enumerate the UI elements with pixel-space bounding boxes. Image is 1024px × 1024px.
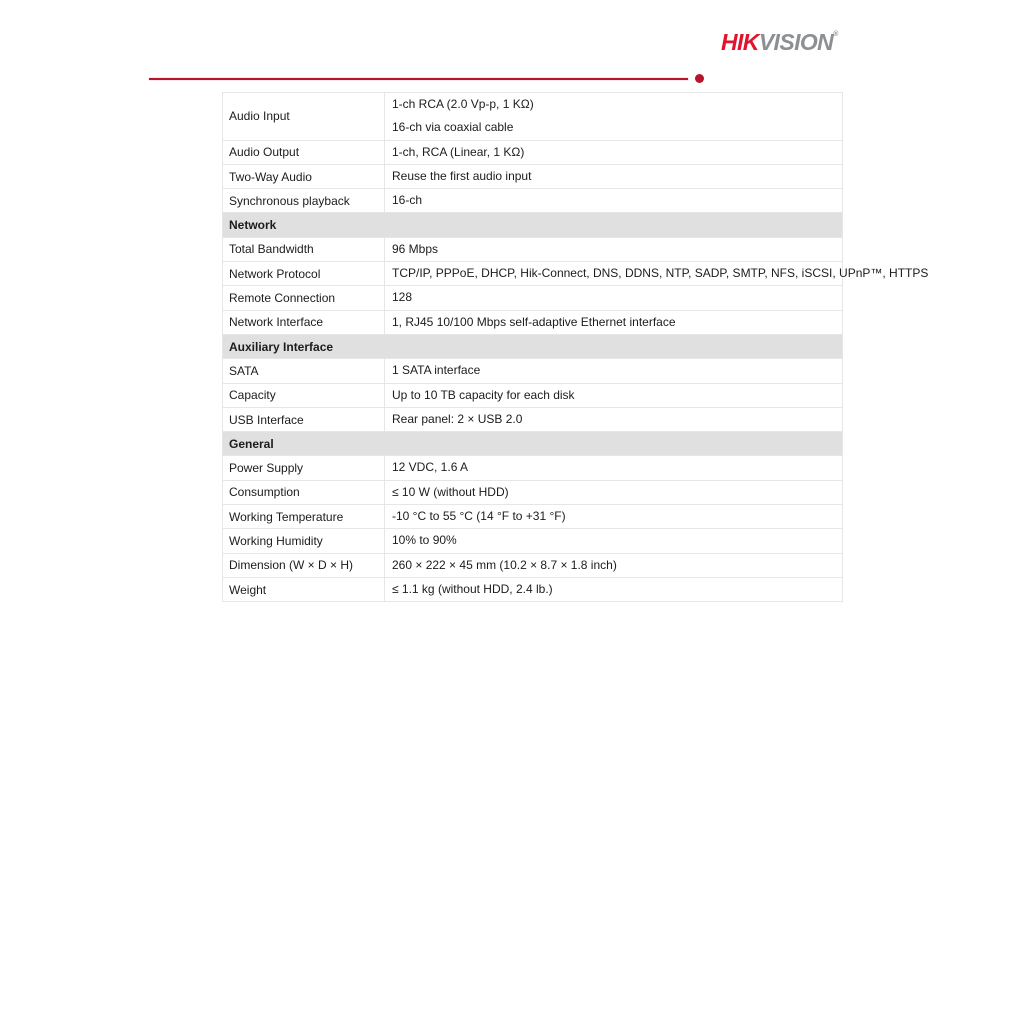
spec-value-cell: [385, 262, 934, 285]
section-header-row: [223, 213, 842, 237]
spec-row: [223, 359, 842, 383]
spec-value-cell: [385, 359, 842, 382]
spec-value-line: 128: [392, 290, 413, 305]
spec-value-cell: [385, 238, 842, 261]
spec-row: [223, 384, 842, 408]
spec-value-cell: [385, 481, 842, 504]
spec-label-cell: Remote Connection: [223, 286, 385, 309]
spec-value-cell: [385, 578, 842, 601]
spec-row: [223, 93, 842, 141]
spec-value-line: 1 SATA interface: [392, 363, 481, 378]
spec-value-line: Reuse the first audio input: [392, 168, 532, 183]
section-title: Network: [229, 218, 277, 233]
spec-label-cell: Two-Way Audio: [223, 165, 385, 188]
spec-value-cell: [385, 189, 842, 212]
spec-value-cell: [385, 456, 842, 479]
spec-value-cell: [385, 408, 842, 431]
header-divider-dot: [695, 74, 704, 83]
logo-hik-text: HIK: [721, 29, 759, 55]
spec-label-cell: Power Supply: [223, 456, 385, 479]
spec-row: [223, 238, 842, 262]
spec-value-cell: [385, 165, 842, 188]
spec-value-line: 1-ch RCA (2.0 Vp-p, 1 KΩ): [392, 97, 534, 111]
section-header-row: [223, 335, 842, 359]
spec-value-line: 16-ch: [392, 193, 423, 208]
spec-value-line: ≤ 10 W (without HDD): [392, 484, 509, 499]
spec-label-cell: Capacity: [223, 384, 385, 407]
spec-row: [223, 165, 842, 189]
spec-label-cell: Network Protocol: [223, 262, 385, 285]
spec-value-line: ≤ 1.1 kg (without HDD, 2.4 lb.): [392, 581, 553, 596]
spec-row: [223, 456, 842, 480]
spec-value-line: Up to 10 TB capacity for each disk: [392, 387, 575, 402]
spec-value-line: 96 Mbps: [392, 241, 439, 256]
spec-label-cell: Synchronous playback: [223, 189, 385, 212]
spec-value-line: 1, RJ45 10/100 Mbps self-adaptive Ethernet interface: [392, 314, 676, 329]
spec-row: [223, 505, 842, 529]
spec-value-line: Rear panel: 2 × USB 2.0: [392, 411, 523, 426]
section-title: Auxiliary Interface: [229, 339, 334, 354]
spec-label-cell: Network Interface: [223, 311, 385, 334]
spec-value-cell: [385, 141, 842, 164]
spec-value-cell: [385, 384, 842, 407]
spec-label-cell: Consumption: [223, 481, 385, 504]
spec-value-line: 1-ch, RCA (Linear, 1 KΩ): [392, 144, 525, 159]
spec-row: [223, 529, 842, 553]
spec-row: [223, 311, 842, 335]
spec-value-line: TCP/IP, PPPoE, DHCP, Hik-Connect, DNS, DDNS, NTP, SADP, SMTP, NFS, iSCSI, UPnP™, HTTPS: [392, 266, 929, 281]
spec-value-line: 16-ch via coaxial cable: [392, 120, 514, 135]
section-title: General: [229, 436, 274, 451]
spec-label-cell: Weight: [223, 578, 385, 601]
spec-label-cell: Audio Output: [223, 141, 385, 164]
logo-vision-text: VISION: [758, 29, 834, 55]
spec-label-cell: Working Humidity: [223, 529, 385, 552]
spec-label-cell: Total Bandwidth: [223, 238, 385, 261]
spec-row: [223, 554, 842, 578]
spec-row: [223, 286, 842, 310]
spec-value-line: -10 °C to 55 °C (14 °F to +31 °F): [392, 509, 566, 524]
spec-label-cell: Dimension (W × D × H): [223, 554, 385, 577]
spec-row: [223, 262, 929, 286]
spec-row: [223, 408, 842, 432]
spec-label-cell: SATA: [223, 359, 385, 382]
spec-value-cell: [385, 554, 842, 577]
spec-row: [223, 481, 842, 505]
spec-value-cell: [385, 529, 842, 552]
hikvision-logo: [721, 31, 838, 54]
spec-label-cell: USB Interface: [223, 408, 385, 431]
spec-value-line: 12 VDC, 1.6 A: [392, 460, 469, 475]
spec-value-cell: [385, 93, 842, 140]
spec-value-line: 10% to 90%: [392, 533, 457, 548]
spec-value-cell: [385, 311, 842, 334]
registered-trademark-icon: ®: [833, 31, 839, 38]
spec-value-cell: [385, 286, 842, 309]
spec-row: [223, 141, 842, 165]
spec-table: [222, 92, 929, 602]
spec-row: [223, 578, 842, 602]
spec-label-cell: Audio Input: [223, 93, 385, 140]
spec-row: [223, 189, 842, 213]
section-header-row: [223, 432, 842, 456]
header-divider-line: [149, 78, 688, 80]
spec-label-cell: Working Temperature: [223, 505, 385, 528]
spec-value-line: 260 × 222 × 45 mm (10.2 × 8.7 × 1.8 inch): [392, 557, 617, 572]
spec-value-cell: [385, 505, 842, 528]
